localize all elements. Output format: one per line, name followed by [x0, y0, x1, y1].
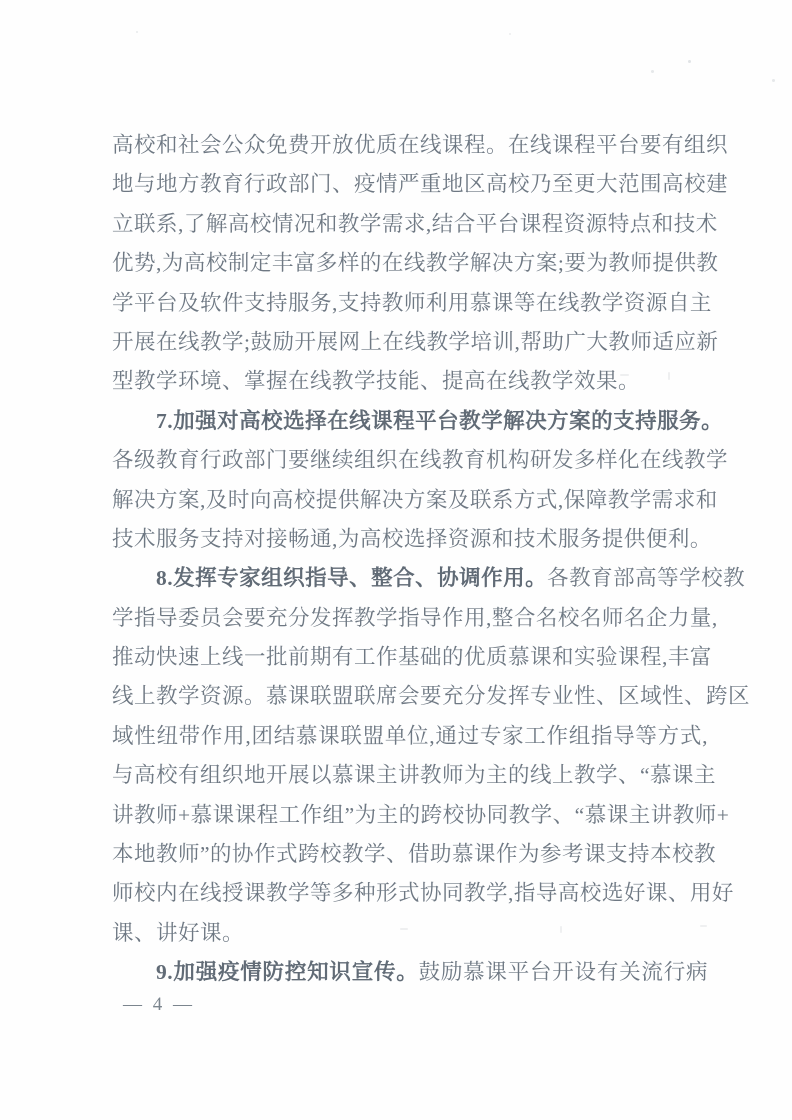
text-line — [112, 756, 717, 795]
body-segment: 高校和社会公众免费开放优质在线课程。在线课程平台要有组织 — [112, 133, 729, 157]
text-line — [112, 599, 718, 638]
text-line — [112, 835, 717, 874]
text-line — [112, 520, 712, 559]
scan-artifact — [688, 60, 691, 63]
text-line — [112, 953, 708, 992]
body-segment: 师校内在线授课教学等多种形式协同教学,指导高校选好课、用好 — [112, 881, 734, 906]
text-line — [112, 559, 746, 598]
scan-artifact — [772, 79, 775, 82]
text-line — [112, 402, 724, 441]
heading-segment: 9.加强疫情防控知识宣传。 — [156, 960, 419, 985]
text-line — [112, 362, 708, 401]
text-line — [112, 717, 708, 756]
body-segment: 立联系,了解高校情况和教学需求,结合平台课程资源特点和技术 — [112, 211, 718, 236]
scan-artifact — [400, 928, 408, 930]
body-segment: 与高校有组织地开展以慕课主讲教师为主的线上教学、“慕课主 — [112, 763, 717, 788]
body-segment: 地与地方教育行政部门、疫情严重地区高校乃至更大范围高校建 — [112, 172, 729, 197]
scan-artifact — [509, 33, 511, 35]
body-segment: 学指导委员会要充分发挥教学指导作用,整合名校名师名企力量, — [112, 605, 718, 630]
heading-segment: 8.发挥专家组织指导、整合、协调作用。 — [156, 566, 548, 591]
text-line — [112, 244, 719, 283]
body-segment: 鼓励慕课平台开设有关流行病 — [418, 960, 708, 985]
text-line — [112, 205, 718, 244]
text-line — [112, 481, 718, 520]
text-line — [112, 126, 729, 165]
body-segment: 开展在线教学;鼓励开展网上在线教学培训,帮助广大教师适应新 — [112, 329, 719, 354]
scan-artifact — [651, 70, 654, 73]
scan-artifact — [560, 926, 562, 933]
body-segment: 课、讲好课。 — [112, 920, 245, 945]
body-segment: 学平台及软件支持服务,支持教师利用慕课等在线教学资源自主 — [112, 290, 712, 315]
text-line — [112, 441, 729, 480]
body-segment: 推动快速上线一批前期有工作基础的优质慕课和实验课程,丰富 — [112, 645, 712, 670]
scan-artifact — [668, 372, 670, 380]
text-line — [112, 284, 712, 323]
body-segment: 解决方案,及时向高校提供解决方案及联系方式,保障教学需求和 — [112, 487, 718, 512]
page-number: — 4 — — [123, 994, 195, 1015]
scan-artifact — [700, 925, 707, 927]
text-line — [112, 323, 719, 362]
text-line — [112, 638, 712, 677]
body-segment: 型教学环境、掌握在线教学技能、提高在线教学效果。 — [112, 369, 641, 394]
body-segment: 本地教师”的协作式跨校教学、借助慕课作为参考课支持本校教 — [112, 842, 717, 867]
text-line — [112, 874, 734, 913]
document-body — [112, 126, 751, 993]
text-line — [112, 165, 729, 204]
body-segment: 优势,为高校制定丰富多样的在线教学解决方案;要为教师提供教 — [112, 251, 719, 276]
text-line — [112, 914, 708, 953]
body-segment: 技术服务支持对接畅通,为高校选择资源和技术服务提供便利。 — [112, 526, 712, 551]
body-segment: 讲教师+慕课课程工作组”为主的跨校协同教学、“慕课主讲教师+ — [112, 802, 730, 827]
heading-segment: 7.加强对高校选择在线课程平台教学解决方案的支持服务。 — [156, 408, 724, 433]
body-segment: 各教育部高等学校教 — [547, 566, 746, 591]
body-segment: 域性纽带作用,团结慕课联盟单位,通过专家工作组指导等方式, — [112, 723, 708, 748]
text-line — [112, 796, 730, 835]
body-segment: 线上教学资源。慕课联盟联席会要充分发挥专业性、区域性、跨区 — [112, 684, 751, 709]
scan-artifact — [136, 31, 138, 33]
scan-artifact — [620, 374, 629, 376]
text-line — [112, 677, 751, 716]
body-segment: 各级教育行政部门要继续组织在线教育机构研发多样化在线教学 — [112, 448, 729, 473]
